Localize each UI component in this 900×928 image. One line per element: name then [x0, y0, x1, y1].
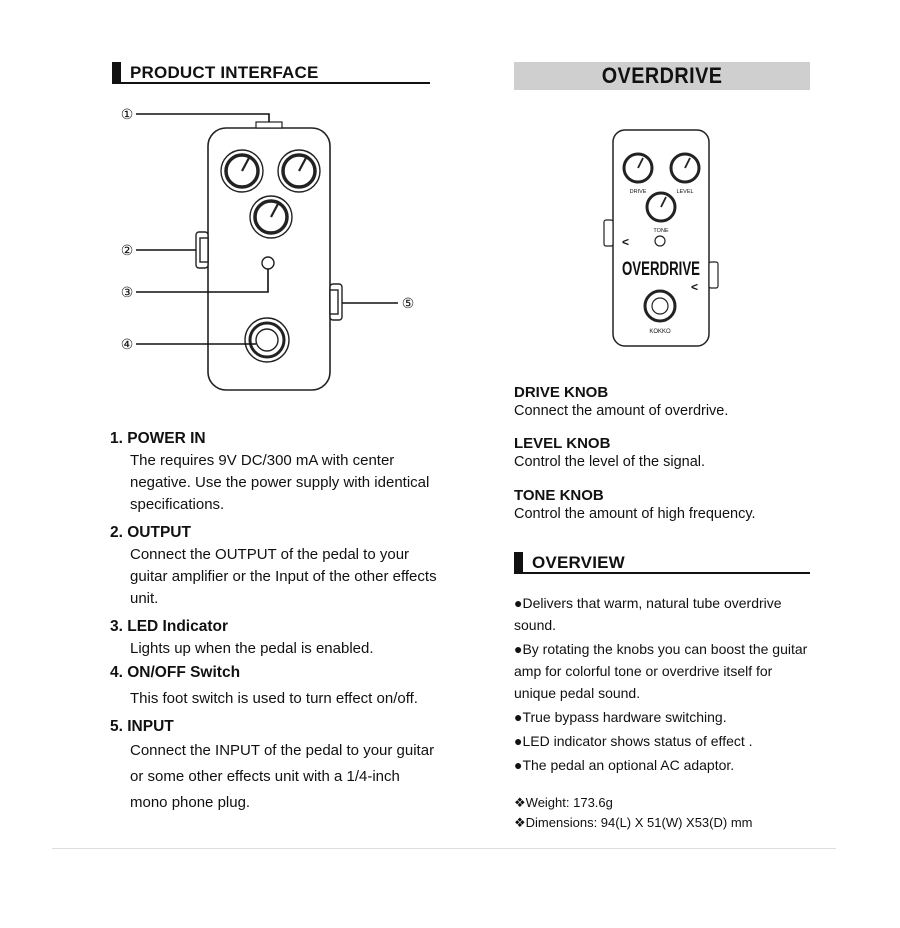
illus-output-jack-icon [604, 220, 613, 246]
list-item [110, 616, 440, 660]
knob-drive-icon [221, 150, 263, 192]
header-bar [112, 62, 121, 82]
illus-arrow-left: < [622, 235, 630, 249]
callout-5: ⑤ [401, 295, 415, 311]
illus-brand: KOKKO [649, 329, 671, 335]
knob-tone-title: TONE KNOB [514, 487, 604, 504]
input-jack-icon [330, 284, 342, 320]
led-indicator-icon [262, 257, 274, 269]
item-title: 2. OUTPUT [110, 524, 191, 541]
spec-dimensions: ❖Dimensions: 94(L) X 51(W) X53(D) mm [514, 815, 753, 830]
overview-bullet: ●Delivers that warm, natural tube overdrive sound. [514, 595, 782, 633]
overdrive-banner-title: OVERDRIVE [601, 63, 723, 88]
knob-level-title: LEVEL KNOB [514, 435, 611, 452]
product-interface-title: PRODUCT INTERFACE [130, 63, 319, 82]
callout-1: ① [120, 106, 134, 122]
overview-title: OVERVIEW [532, 553, 625, 572]
illus-label-level: LEVEL [676, 189, 694, 195]
illus-arrow-right: < [691, 280, 699, 294]
knob-drive-block [514, 384, 814, 420]
overview-bullet: ●By rotating the knobs you can boost the guitar amp for colorful tone or overdrive itself for unique pedal sound. [514, 641, 808, 701]
illus-logo: OVERDRIVE [622, 259, 700, 280]
list-item [110, 428, 440, 516]
knob-level-desc: Control the level of the signal. [514, 454, 706, 470]
callout-4: ④ [120, 336, 134, 352]
item-title: 3. LED Indicator [110, 618, 228, 635]
overview-bullet: ●LED indicator shows status of effect . [514, 733, 753, 749]
list-item [110, 662, 440, 710]
overdrive-banner [514, 62, 810, 90]
power-jack [256, 122, 282, 128]
callout-line-1 [136, 114, 269, 122]
item-desc: Connect the OUTPUT of the pedal to your guitar amplifier or the Input of the other effects unit. [130, 546, 437, 607]
item-desc: The requires 9V DC/300 mA with center negative. Use the power supply with identical specifications. [130, 452, 430, 513]
illus-led-icon [655, 236, 665, 246]
knob-level-icon [278, 150, 320, 192]
overview-header-rule [514, 572, 810, 574]
overview-bullets [514, 592, 814, 776]
overview-bullet: ●True bypass hardware switching. [514, 709, 727, 725]
footer-divider [52, 848, 836, 849]
item-title: 1. POWER IN [110, 430, 206, 447]
item-desc: This foot switch is used to turn effect on/off. [130, 690, 418, 707]
list-item [110, 522, 440, 610]
list-item [110, 716, 440, 816]
specs [514, 793, 752, 833]
illus-label-tone: TONE [653, 228, 669, 234]
pedal-interface-diagram [110, 100, 430, 400]
overview-header [514, 552, 810, 574]
callout-3: ③ [120, 284, 134, 300]
item-title: 5. INPUT [110, 718, 174, 735]
interface-item-list [110, 428, 440, 816]
item-desc: Lights up when the pedal is enabled. [130, 640, 374, 657]
knob-tone-icon [250, 196, 292, 238]
knob-level-block [514, 435, 814, 471]
item-title: 4. ON/OFF Switch [110, 664, 241, 681]
spec-weight: ❖Weight: 173.6g [514, 795, 613, 810]
footswitch-icon [245, 318, 289, 362]
product-interface-header [112, 62, 430, 84]
knob-drive-desc: Connect the amount of overdrive. [514, 403, 729, 419]
item-desc: Connect the INPUT of the pedal to your guitar or some other effects unit with a 1/4-inch mono phone plug. [130, 742, 435, 811]
overview-header-bar [514, 552, 523, 572]
knob-drive-title: DRIVE KNOB [514, 384, 609, 401]
overview-bullet: ●The pedal an optional AC adaptor. [514, 757, 735, 773]
callout-2: ② [120, 242, 134, 258]
illus-label-drive: DRIVE [629, 189, 647, 195]
knob-tone-desc: Control the amount of high frequency. [514, 506, 756, 522]
output-jack-icon [196, 232, 208, 268]
header-rule [112, 82, 430, 84]
pedal-illustration [598, 126, 728, 350]
illus-input-jack-icon [709, 262, 718, 288]
knob-tone-block [514, 487, 814, 523]
